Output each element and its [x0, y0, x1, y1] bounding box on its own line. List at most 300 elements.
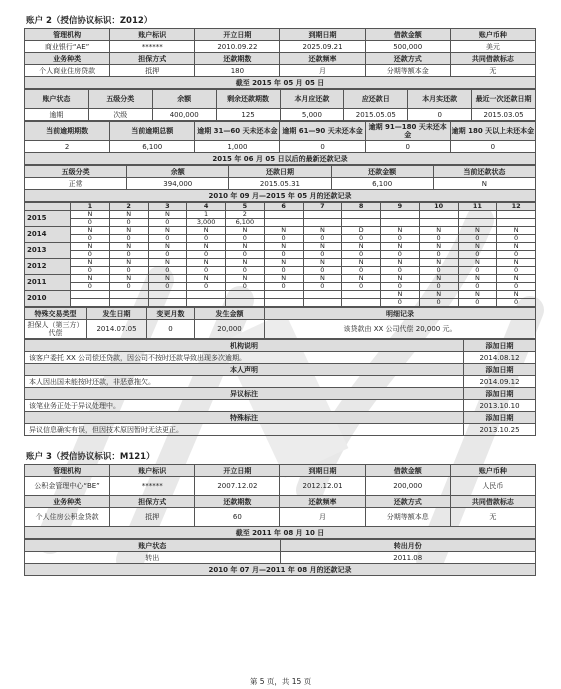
account3-status-table [24, 539, 536, 576]
status-cell: 2 [226, 211, 265, 219]
status-cell: N [419, 275, 458, 283]
status-cell: 1 [187, 211, 226, 219]
month-header: 12 [497, 203, 536, 211]
note-text: 本人因出国未能按时还款，非恶意拖欠。 [25, 376, 464, 388]
status-cell: D [342, 227, 381, 235]
value-cell: 2015.05.05 [344, 109, 408, 121]
account2-overdue-table [24, 121, 536, 165]
header-cell: 当前逾期期数 [25, 122, 110, 141]
status-cell: N [458, 243, 497, 251]
page-footer: 第 5 页，共 15 页 [249, 677, 312, 686]
header-cell: 最近一次还款日期 [472, 90, 536, 109]
repayment-record-title: 2010 年 07 月—2011 年 08 月的还款记录 [25, 564, 536, 576]
amount-cell: 0 [381, 267, 420, 275]
status-cell: N [264, 243, 303, 251]
account3-basic-table [24, 464, 536, 539]
status-cell: N [71, 211, 110, 219]
status-cell: N [419, 243, 458, 251]
header-cell: 明细记录 [265, 308, 536, 320]
value-cell: 2025.09.21 [280, 41, 365, 53]
amount-cell: 0 [187, 283, 226, 291]
value-cell: 0 [450, 141, 535, 153]
note-title: 特殊标注 [25, 412, 464, 424]
status-cell: N [381, 259, 420, 267]
value-cell: ****** [110, 41, 195, 53]
status-cell [381, 211, 420, 219]
amount-cell: 0 [303, 267, 342, 275]
header-cell: 特殊交易类型 [25, 308, 87, 320]
status-cell: N [148, 259, 187, 267]
month-header: 11 [458, 203, 497, 211]
header-cell: 本月应还款 [280, 90, 344, 109]
header-cell: 还款频率 [280, 496, 365, 508]
status-cell: N [497, 259, 536, 267]
value-cell: 200,000 [365, 477, 450, 496]
status-cell: N [497, 291, 536, 299]
header-cell: 余额 [152, 90, 216, 109]
amount-cell: 0 [458, 283, 497, 291]
status-cell: N [342, 243, 381, 251]
header-cell: 担保方式 [110, 496, 195, 508]
amount-cell: 0 [458, 235, 497, 243]
status-cell: N [303, 227, 342, 235]
note-date: 2014.08.12 [464, 352, 536, 364]
status-cell: N [148, 227, 187, 235]
status-cell: N [419, 227, 458, 235]
amount-cell: 0 [148, 219, 187, 227]
amount-cell: 0 [187, 235, 226, 243]
status-cell: N [226, 275, 265, 283]
note-date-label: 添加日期 [464, 340, 536, 352]
amount-cell: 0 [264, 235, 303, 243]
value-cell: 2010.09.22 [195, 41, 280, 53]
header-cell: 担保方式 [110, 53, 195, 65]
amount-cell: 0 [497, 267, 536, 275]
amount-cell [71, 299, 110, 307]
value-cell: ****** [110, 477, 195, 496]
status-cell: N [458, 227, 497, 235]
year-label: 2015 [25, 211, 71, 227]
header-cell: 账户币种 [450, 29, 535, 41]
header-cell: 还款方式 [365, 53, 450, 65]
value-cell: N [433, 178, 535, 190]
status-cell [342, 291, 381, 299]
amount-cell: 0 [71, 219, 110, 227]
status-cell: N [109, 211, 148, 219]
status-cell: N [187, 259, 226, 267]
status-cell [497, 211, 536, 219]
amount-cell [303, 299, 342, 307]
amount-cell: 0 [381, 299, 420, 307]
status-cell: N [226, 259, 265, 267]
month-header: 8 [342, 203, 381, 211]
amount-cell [458, 219, 497, 227]
amount-cell [342, 219, 381, 227]
status-cell: N [381, 275, 420, 283]
amount-cell: 0 [342, 235, 381, 243]
amount-cell [109, 299, 148, 307]
header-cell: 逾期 61—90 天未还本金 [280, 122, 365, 141]
header-cell: 账户标识 [110, 29, 195, 41]
month-header: 7 [303, 203, 342, 211]
amount-cell: 0 [419, 251, 458, 259]
value-cell: 个人住房公积金贷款 [25, 508, 110, 527]
amount-cell: 0 [303, 283, 342, 291]
amount-cell: 0 [264, 267, 303, 275]
corner-cell [25, 203, 71, 211]
amount-cell: 0 [497, 283, 536, 291]
month-header: 6 [264, 203, 303, 211]
header-cell: 开立日期 [195, 29, 280, 41]
credit-report-page [24, 8, 536, 576]
amount-cell [264, 219, 303, 227]
status-row [25, 211, 536, 219]
amount-cell: 0 [71, 251, 110, 259]
status-cell: N [342, 259, 381, 267]
as-of-date: 截至 2015 年 05 月 05 日 [25, 77, 536, 89]
amount-cell: 0 [342, 251, 381, 259]
note-date: 2013.10.10 [464, 400, 536, 412]
status-cell: N [264, 275, 303, 283]
note-text: 异议信息确实有误，但因技术原因暂时无法更正。 [25, 424, 464, 436]
header-cell: 账户状态 [25, 540, 281, 552]
amount-row [25, 283, 536, 291]
value-cell: 月 [280, 508, 365, 527]
status-cell [71, 291, 110, 299]
status-cell: N [497, 243, 536, 251]
amount-cell: 0 [148, 283, 187, 291]
status-row [25, 227, 536, 235]
status-cell: N [148, 211, 187, 219]
status-cell: N [303, 243, 342, 251]
amount-cell: 0 [497, 251, 536, 259]
header-cell: 管理机构 [25, 465, 110, 477]
status-cell: N [458, 275, 497, 283]
header-cell: 管理机构 [25, 29, 110, 41]
amount-cell: 0 [303, 235, 342, 243]
as-of-date: 截至 2011 年 08 月 10 日 [25, 527, 536, 539]
account2-status-table [24, 89, 536, 121]
amount-cell: 0 [264, 251, 303, 259]
status-cell: N [303, 259, 342, 267]
value-cell: 月 [280, 65, 365, 77]
status-row [25, 291, 536, 299]
status-row [25, 243, 536, 251]
status-row [25, 275, 536, 283]
amount-row [25, 235, 536, 243]
header-cell: 变更月数 [147, 308, 195, 320]
status-cell [148, 291, 187, 299]
status-cell: N [458, 291, 497, 299]
note-date: 2013.10.25 [464, 424, 536, 436]
value-cell: 抵押 [110, 508, 195, 527]
month-header: 1 [71, 203, 110, 211]
year-label: 2011 [25, 275, 71, 291]
status-cell [109, 291, 148, 299]
status-cell: N [458, 259, 497, 267]
amount-row [25, 299, 536, 307]
amount-cell: 0 [148, 235, 187, 243]
note-date: 2014.09.12 [464, 376, 536, 388]
header-cell: 开立日期 [195, 465, 280, 477]
amount-cell: 0 [71, 267, 110, 275]
value-cell: 5,000 [280, 109, 344, 121]
header-cell: 到期日期 [280, 29, 365, 41]
value-cell: 次级 [88, 109, 152, 121]
header-cell: 账户币种 [450, 465, 535, 477]
status-cell: N [71, 227, 110, 235]
value-cell: 180 [195, 65, 280, 77]
amount-cell: 0 [187, 267, 226, 275]
note-date-label: 添加日期 [464, 412, 536, 424]
amount-cell [187, 299, 226, 307]
value-cell: 0 [280, 141, 365, 153]
amount-cell: 0 [148, 251, 187, 259]
amount-cell: 0 [148, 267, 187, 275]
status-cell: N [187, 275, 226, 283]
amount-cell: 0 [342, 267, 381, 275]
value-cell: 无 [450, 65, 535, 77]
value-cell: 1,000 [195, 141, 280, 153]
amount-cell: 0 [419, 283, 458, 291]
header-cell: 借款金额 [365, 465, 450, 477]
value-cell: 2015.03.05 [472, 109, 536, 121]
status-cell: N [71, 275, 110, 283]
header-cell: 还款期数 [195, 53, 280, 65]
month-header: 9 [381, 203, 420, 211]
amount-cell [303, 219, 342, 227]
header-cell: 剩余还款期数 [216, 90, 280, 109]
year-label: 2014 [25, 227, 71, 243]
header-cell: 五级分类 [88, 90, 152, 109]
special-transaction-table [24, 307, 536, 339]
header-cell: 逾期 180 天以上未还本金 [450, 122, 535, 141]
status-cell: N [342, 275, 381, 283]
amount-cell: 0 [419, 267, 458, 275]
header-cell: 还款频率 [280, 53, 365, 65]
status-cell: N [187, 227, 226, 235]
value-cell: 6,100 [331, 178, 433, 190]
value-cell: 正常 [25, 178, 127, 190]
header-cell: 还款日期 [229, 166, 331, 178]
status-cell [264, 291, 303, 299]
amount-cell: 0 [419, 235, 458, 243]
value-cell: 0 [365, 141, 450, 153]
value-cell: 2 [25, 141, 110, 153]
value-cell: 分期等额本金 [365, 65, 450, 77]
repayment-grid [24, 202, 536, 307]
value-cell: 分期等额本息 [365, 508, 450, 527]
status-cell [458, 211, 497, 219]
header-cell: 业务种类 [25, 53, 110, 65]
header-cell: 五级分类 [25, 166, 127, 178]
amount-cell: 0 [226, 251, 265, 259]
status-cell: N [109, 259, 148, 267]
status-cell: N [264, 259, 303, 267]
latest-record-title: 2015 年 06 月 05 日以后的最新还款记录 [25, 153, 536, 165]
status-cell [226, 291, 265, 299]
amount-cell: 0 [381, 283, 420, 291]
month-header: 2 [109, 203, 148, 211]
value-cell: 2007.12.02 [195, 477, 280, 496]
amount-cell: 0 [226, 283, 265, 291]
amount-cell: 6,100 [226, 219, 265, 227]
value-cell: 2012.12.01 [280, 477, 365, 496]
amount-cell: 0 [497, 299, 536, 307]
status-cell [342, 211, 381, 219]
value-cell: 美元 [450, 41, 535, 53]
status-cell: N [148, 243, 187, 251]
note-text: 该笔业务正处于异议处理中。 [25, 400, 464, 412]
amount-cell: 0 [342, 283, 381, 291]
amount-cell: 0 [458, 299, 497, 307]
amount-cell: 0 [71, 235, 110, 243]
status-cell: N [226, 243, 265, 251]
value-cell: 400,000 [152, 109, 216, 121]
status-cell: N [109, 227, 148, 235]
month-header: 5 [226, 203, 265, 211]
header-cell: 发生日期 [87, 308, 147, 320]
status-cell: N [71, 243, 110, 251]
status-cell: N [497, 275, 536, 283]
status-row [25, 259, 536, 267]
value-cell: 2015.05.31 [229, 178, 331, 190]
account2-latest-table [24, 165, 536, 202]
status-cell [303, 211, 342, 219]
note-text: 该客户委托 XX 公司偿还贷款，因公司不按时还款导致出现多次逾期。 [25, 352, 464, 364]
status-cell [419, 211, 458, 219]
amount-row [25, 251, 536, 259]
month-header: 10 [419, 203, 458, 211]
account2-title: 账户 2（授信协议标识：Z012） [26, 16, 153, 26]
amount-cell: 0 [497, 235, 536, 243]
header-cell: 余额 [127, 166, 229, 178]
status-cell: N [264, 227, 303, 235]
account3-title: 账户 3（授信协议标识：M121） [26, 452, 155, 462]
value-cell: 0 [147, 320, 195, 339]
amount-cell: 0 [109, 219, 148, 227]
header-cell: 还款方式 [365, 496, 450, 508]
status-cell: N [109, 275, 148, 283]
year-label: 2013 [25, 243, 71, 259]
repayment-record-title: 2010 年 09 月—2015 年 05 月的还款记录 [25, 190, 536, 202]
header-cell: 共同借款标志 [450, 496, 535, 508]
header-cell: 账户状态 [25, 90, 89, 109]
status-cell: N [419, 259, 458, 267]
value-cell: 商业银行“AE” [25, 41, 110, 53]
amount-cell: 0 [71, 283, 110, 291]
status-cell: N [497, 227, 536, 235]
header-cell: 当前还款状态 [433, 166, 535, 178]
amount-cell: 3,000 [187, 219, 226, 227]
amount-cell: 0 [264, 283, 303, 291]
status-cell [264, 211, 303, 219]
value-cell: 逾期 [25, 109, 89, 121]
status-cell: N [381, 291, 420, 299]
amount-cell [381, 219, 420, 227]
value-cell: 抵押 [110, 65, 195, 77]
value-cell: 2014.07.05 [87, 320, 147, 339]
amount-cell: 0 [226, 235, 265, 243]
account2-basic-table [24, 28, 536, 89]
status-cell: N [226, 227, 265, 235]
month-header: 3 [148, 203, 187, 211]
amount-cell: 0 [109, 235, 148, 243]
year-label: 2012 [25, 259, 71, 275]
value-cell: 60 [195, 508, 280, 527]
header-cell: 逾期 91—180 天未还本金 [365, 122, 450, 141]
status-cell: N [303, 275, 342, 283]
amount-row [25, 267, 536, 275]
note-title: 异议标注 [25, 388, 464, 400]
header-cell: 发生金额 [195, 308, 265, 320]
value-cell: 0 [408, 109, 472, 121]
value-cell: 394,000 [127, 178, 229, 190]
value-cell: 公积金管理中心“BE” [25, 477, 110, 496]
amount-cell: 0 [187, 251, 226, 259]
header-cell: 逾期 31—60 天未还本金 [195, 122, 280, 141]
amount-cell [148, 299, 187, 307]
amount-cell: 0 [109, 267, 148, 275]
status-cell: N [148, 275, 187, 283]
month-header: 4 [187, 203, 226, 211]
value-cell: 500,000 [365, 41, 450, 53]
amount-cell [264, 299, 303, 307]
header-cell: 转出月份 [280, 540, 536, 552]
value-cell: 6,100 [110, 141, 195, 153]
amount-row [25, 219, 536, 227]
value-cell: 担保人（第三方）代偿 [25, 320, 87, 339]
amount-cell: 0 [381, 251, 420, 259]
status-cell: N [381, 243, 420, 251]
status-cell: N [71, 259, 110, 267]
status-cell: N [109, 243, 148, 251]
amount-cell: 0 [381, 235, 420, 243]
amount-cell: 0 [458, 251, 497, 259]
header-cell: 本月实还款 [408, 90, 472, 109]
note-title: 机构说明 [25, 340, 464, 352]
amount-cell [342, 299, 381, 307]
notes-table [24, 339, 536, 436]
value-cell: 个人商业住房贷款 [25, 65, 110, 77]
note-title: 本人声明 [25, 364, 464, 376]
amount-cell: 0 [109, 251, 148, 259]
amount-cell [226, 299, 265, 307]
value-cell: 人民币 [450, 477, 535, 496]
amount-cell: 0 [226, 267, 265, 275]
year-label: 2010 [25, 291, 71, 307]
amount-cell: 0 [109, 283, 148, 291]
header-cell: 还款金额 [331, 166, 433, 178]
amount-cell [497, 219, 536, 227]
status-cell: N [381, 227, 420, 235]
status-cell [303, 291, 342, 299]
header-cell: 还款期数 [195, 496, 280, 508]
status-cell: N [419, 291, 458, 299]
status-cell: N [187, 243, 226, 251]
header-cell: 账户标识 [110, 465, 195, 477]
status-cell [187, 291, 226, 299]
value-cell: 无 [450, 508, 535, 527]
amount-cell [419, 219, 458, 227]
month-header-row [25, 203, 536, 211]
header-cell: 应还款日 [344, 90, 408, 109]
header-cell: 到期日期 [280, 465, 365, 477]
value-cell: 2011.08 [280, 552, 536, 564]
value-cell: 该贷款由 XX 公司代偿 20,000 元。 [265, 320, 536, 339]
amount-cell: 0 [419, 299, 458, 307]
note-date-label: 添加日期 [464, 388, 536, 400]
